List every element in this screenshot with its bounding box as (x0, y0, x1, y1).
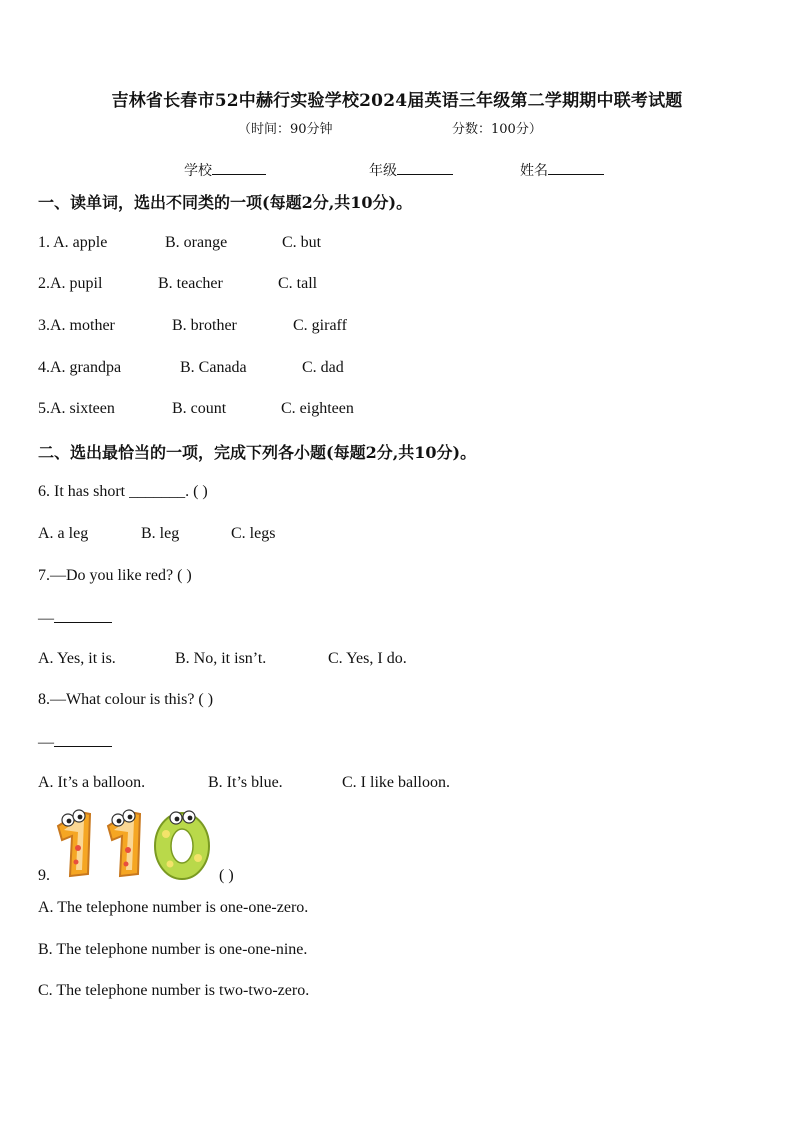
q7-option-c[interactable]: C. Yes, I do. (328, 650, 407, 667)
q3-option-c[interactable]: C. giraff (293, 317, 347, 334)
q8-answer-prefix: — (38, 734, 54, 751)
q3-num: 3. (38, 317, 50, 334)
q6-option-b[interactable]: B. leg (141, 525, 180, 542)
q8-option-c[interactable]: C. I like balloon. (342, 774, 450, 791)
q9-num: 9. (38, 867, 50, 884)
q7-answer-blank[interactable] (54, 608, 112, 623)
q1-option-b[interactable]: B. orange (165, 234, 228, 251)
grade-field (369, 160, 453, 180)
q4-option-b[interactable]: B. Canada (180, 359, 247, 376)
grade-blank[interactable] (397, 160, 453, 175)
number-110-image (48, 804, 214, 882)
name-field (520, 160, 604, 180)
q2-option-b[interactable]: B. teacher (158, 275, 223, 292)
q8-answer-blank[interactable] (54, 732, 112, 747)
q7-answer-prefix: — (38, 610, 54, 627)
q1-num: 1. (38, 234, 54, 251)
q9-option-b[interactable]: B. The telephone number is one-one-nine. (38, 941, 308, 958)
q2-option-c[interactable]: C. tall (278, 275, 318, 292)
q8-stem: 8.—What colour is this? ( ) (38, 691, 214, 708)
page-title: 吉林省长春市52中赫行实验学校2024届英语三年级第二学期期中联考试题 (111, 91, 683, 111)
q5-option-a[interactable]: A. sixteen (50, 400, 115, 417)
q4-num: 4. (38, 359, 50, 376)
q3-option-b[interactable]: B. brother (172, 317, 237, 334)
q5-option-c[interactable]: C. eighteen (281, 400, 354, 417)
digit-one-second (108, 810, 140, 876)
q7-option-b[interactable]: B. No, it isn’t. (175, 650, 267, 667)
grade-label: 年级 (369, 163, 397, 179)
digit-one-first (58, 810, 90, 876)
q1-option-a[interactable]: A. apple (53, 234, 108, 251)
exam-score: 分数：100分） (452, 122, 542, 137)
q5-option-b[interactable]: B. count (172, 400, 227, 417)
school-field (184, 160, 266, 180)
q7-stem: 7.—Do you like red? ( ) (38, 567, 192, 584)
digit-zero (155, 811, 209, 879)
q2-num: 2. (38, 275, 50, 292)
q7-answer-line[interactable] (38, 608, 112, 628)
q6-stem: 6. It has short _______. ( ) (38, 483, 208, 500)
q6-option-a[interactable]: A. a leg (38, 525, 89, 542)
q9-option-c[interactable]: C. The telephone number is two-two-zero. (38, 982, 310, 999)
q4-option-a[interactable]: A. grandpa (50, 359, 122, 376)
section2-heading: 二、选出最恰当的一项，完成下列各小题(每题2分,共10分)。 (38, 443, 477, 462)
school-label: 学校 (184, 163, 212, 179)
q3-option-a[interactable]: A. mother (50, 317, 115, 334)
section1-heading: 一、读单词，选出不同类的一项(每题2分,共10分)。 (38, 193, 413, 212)
q9-option-a[interactable]: A. The telephone number is one-one-zero. (38, 899, 309, 916)
exam-time: （时间：90分钟 (238, 122, 333, 137)
cartoon-digits-icon (48, 804, 214, 882)
name-blank[interactable] (548, 160, 604, 175)
q8-option-b[interactable]: B. It’s blue. (208, 774, 283, 791)
q7-option-a[interactable]: A. Yes, it is. (38, 650, 116, 667)
school-blank[interactable] (212, 160, 266, 175)
q1-option-c[interactable]: C. but (282, 234, 322, 251)
q6-option-c[interactable]: C. legs (231, 525, 276, 542)
q4-option-c[interactable]: C. dad (302, 359, 344, 376)
q8-option-a[interactable]: A. It’s a balloon. (38, 774, 146, 791)
q8-answer-line[interactable] (38, 732, 112, 752)
q9-paren[interactable]: ( ) (219, 867, 234, 884)
name-label: 姓名 (520, 163, 548, 179)
q2-option-a[interactable]: A. pupil (50, 275, 103, 292)
q5-num: 5. (38, 400, 50, 417)
